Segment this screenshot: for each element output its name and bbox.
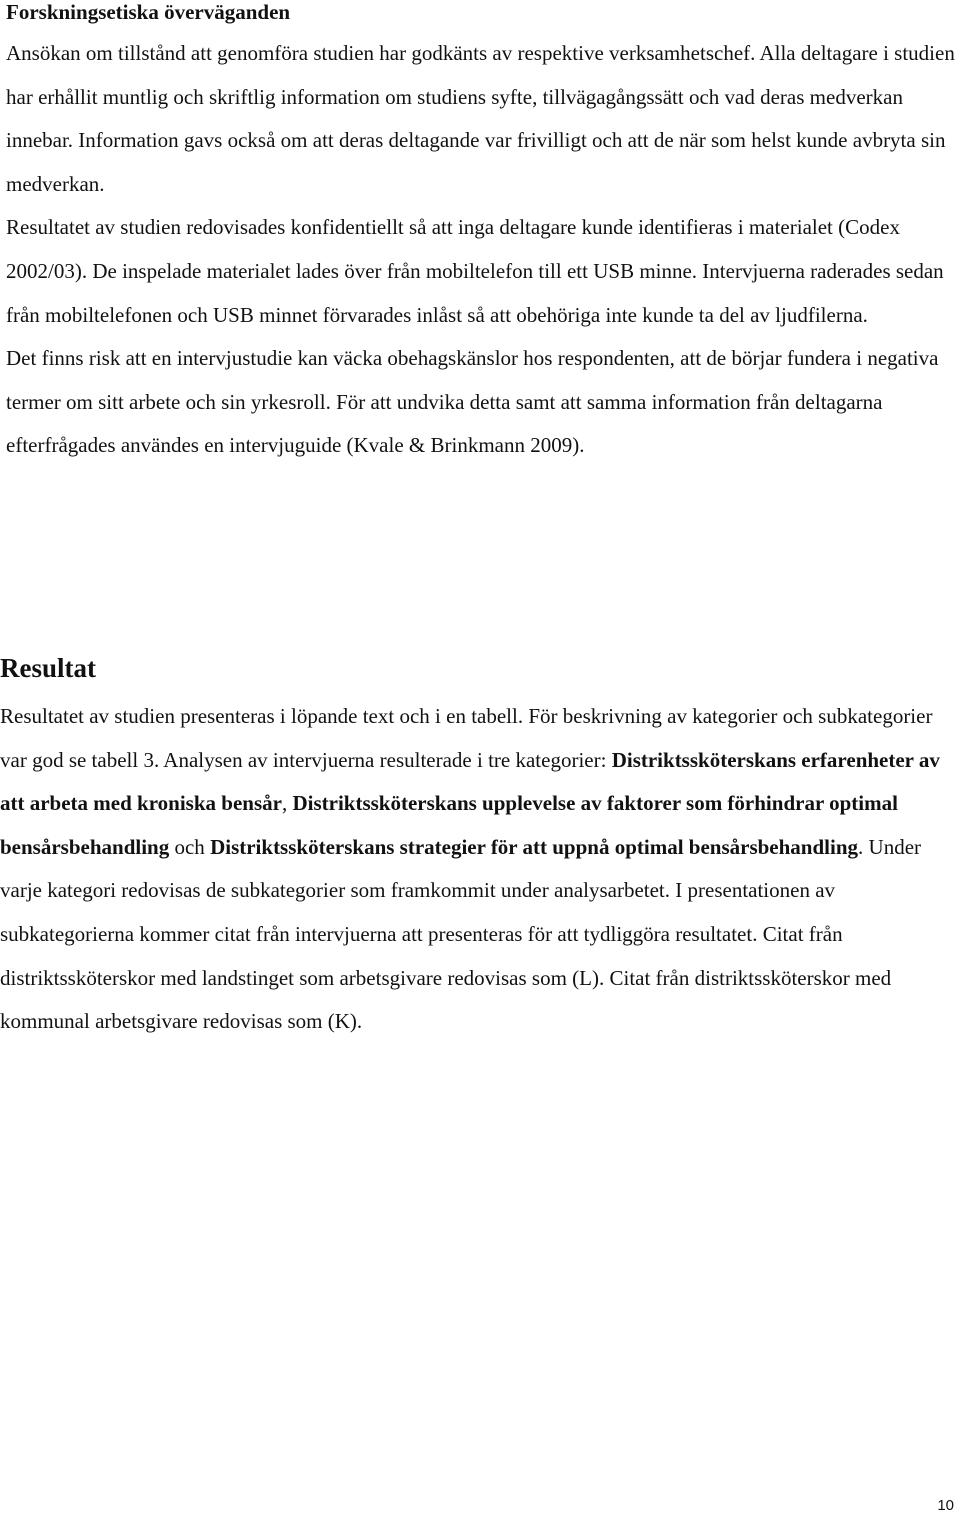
ethics-paragraph-1: Ansökan om tillstånd att genomföra studien har godkänts av respektive verksamhetschef. Alla deltagare i studien har erhållit muntlig och skriftlig information om studiens syfte, tillvägagångssätt och vad deras medverkan innebar. Information gavs också om att deras deltagande var frivilligt och att de när som helst kunde avbryta sin medverkan. xyxy=(6,41,955,196)
category-conjunction: och xyxy=(174,834,205,859)
results-intro: Resultatet av studien presenteras i löpande text och i en tabell. För beskrivning av kategorier och subkategorier var god se tabell 3. Analysen av intervjuerna resulterade i tre kategorier: xyxy=(0,704,933,772)
category-separator: , xyxy=(281,791,288,816)
document-page xyxy=(6,0,956,468)
results-heading: Resultat xyxy=(0,653,96,683)
category-strategies: Distriktssköterskans strategier för att uppnå optimal bensårsbehandling xyxy=(210,834,859,859)
results-paragraph xyxy=(0,695,950,1044)
results-outro: . Under varje kategori redovisas de subkategorier som framkommit under analysarbetet. I presentationen av subkategorierna kommer citat från intervjuerna att presenteras för att tydliggöra resultatet. Citat från distriktssköterskor med landstinget som arbetsgivare redovisas som (L). Citat från distriktssköterskor med kommunal arbetsgivare redovisas som (K). xyxy=(0,834,922,1034)
ethics-paragraph-3: Det finns risk att en intervjustudie kan väcka obehagskänslor hos respondenten, att de börjar fundera i negativa termer om sitt arbete och sin yrkesroll. För att undvika detta samt att samma information från deltagarna efterfrågades användes en intervjuguide (Kvale & Brinkmann 2009). xyxy=(6,346,939,458)
page-number: 10 xyxy=(937,1497,954,1514)
ethics-heading: Forskningsetiska överväganden xyxy=(6,0,291,24)
category-obstacles: Distriktssköterskans upplevelse av faktorer som förhindrar optimal bensårsbehandling xyxy=(0,791,898,859)
results-body xyxy=(0,695,950,1044)
category-experiences: Distriktssköterskans erfarenheter av att arbeta med kroniska bensår xyxy=(0,747,940,816)
ethics-paragraph-2: Resultatet av studien redovisades konfidentiellt så att inga deltagare kunde identifieras i materialet (Codex 2002/03). De inspelade materialet lades över från mobiltelefon till ett USB minne. Intervjuerna raderades sedan från mobiltelefonen och USB minnet förvarades inlåst så att obehöriga inte kunde ta del av ljudfilerna. xyxy=(6,215,944,327)
